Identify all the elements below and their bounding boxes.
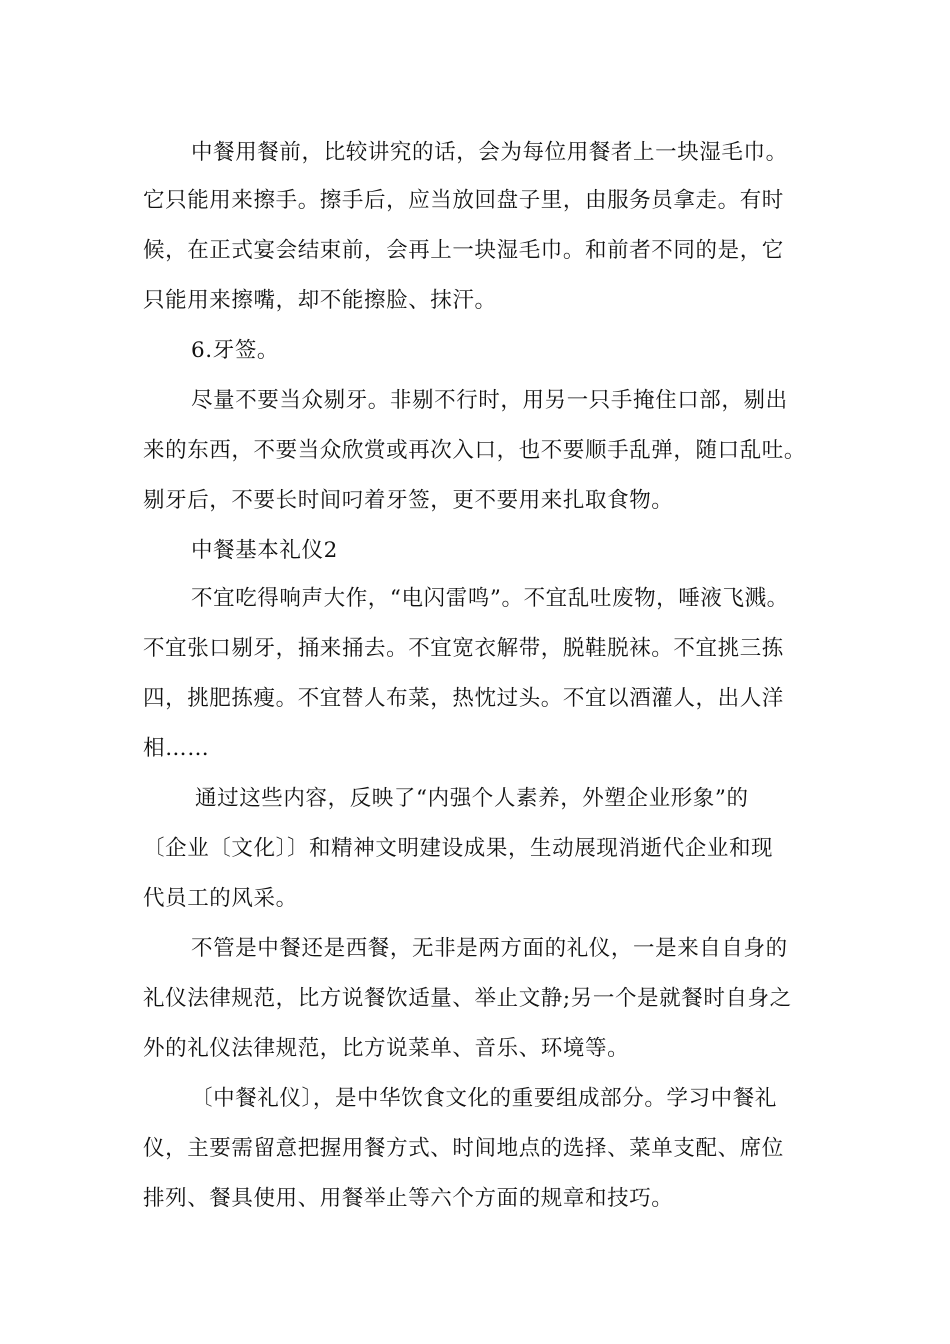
paragraph-line: 不宜吃得响声大作，“电闪雷鸣”。不宜乱吐废物，唾液飞溅。 [191, 586, 789, 611]
paragraph-line: 相…… [143, 736, 210, 761]
paragraph-line: 礼仪法律规范，比方说餐饮适量、举止文静;另一个是就餐时自身之 [143, 986, 792, 1011]
paragraph-line: 中餐用餐前，比较讲究的话，会为每位用餐者上一块湿毛巾。 [191, 140, 788, 165]
paragraph-line: 仪，主要需留意把握用餐方式、时间地点的选择、菜单支配、席位 [143, 1136, 784, 1161]
paragraph-line: 只能用来擦嘴，却不能擦脸、抹汗。 [143, 288, 497, 313]
paragraph-line: 四，挑肥拣瘦。不宜替人布菜，热忱过头。不宜以酒灌人，出人洋 [143, 686, 784, 711]
paragraph-line: 它只能用来擦手。擦手后，应当放回盘子里，由服务员拿走。有时 [143, 188, 784, 213]
section-heading: 中餐基本礼仪2 [191, 538, 338, 563]
paragraph-line: 〔中餐礼仪〕，是中华饮食文化的重要组成部分。学习中餐礼 [191, 1086, 777, 1111]
paragraph-line: 外的礼仪法律规范，比方说菜单、音乐、环境等。 [143, 1036, 630, 1061]
paragraph-line: 剔牙后，不要长时间叼着牙签，更不要用来扎取食物。 [143, 488, 674, 513]
paragraph-line: 排列、餐具使用、用餐举止等六个方面的规章和技巧。 [143, 1186, 674, 1211]
paragraph-line: 〔企业〔文化〕〕和精神文明建设成果，生动展现消逝代企业和现 [143, 836, 774, 861]
paragraph-line: 代员工的风采。 [143, 886, 298, 911]
paragraph-line: 不管是中餐还是西餐，无非是两方面的礼仪，一是来自自身的 [191, 936, 788, 961]
paragraph-line: 通过这些内容，反映了“内强个人素养，外塑企业形象”的 [195, 786, 749, 811]
section-heading: 6.牙签。 [191, 338, 280, 363]
paragraph-line: 候，在正式宴会结束前，会再上一块湿毛巾。和前者不同的是，它 [143, 238, 784, 263]
paragraph-line: 不宜张口剔牙，捅来捅去。不宜宽衣解带，脱鞋脱袜。不宜挑三拣 [143, 636, 784, 661]
paragraph-line: 来的东西，不要当众欣赏或再次入口，也不要顺手乱弹，随口乱吐。 [143, 438, 807, 463]
paragraph-line: 尽量不要当众剔牙。非剔不行时，用另一只手掩住口部，剔出 [191, 388, 788, 413]
